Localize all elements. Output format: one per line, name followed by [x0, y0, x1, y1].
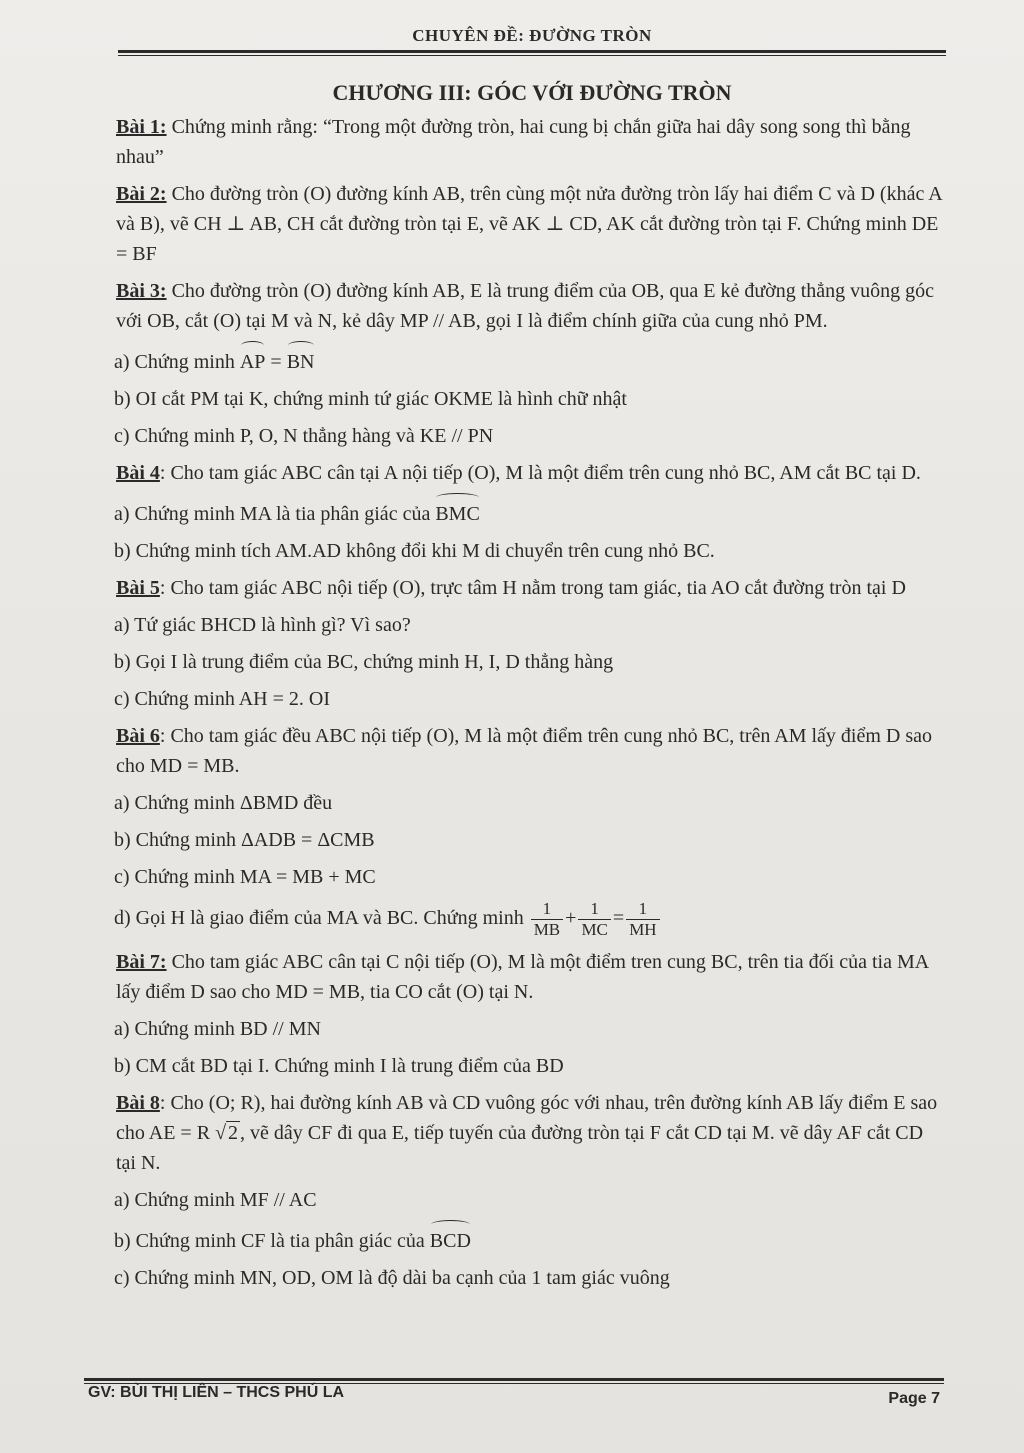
chapter-title: CHƯƠNG III: GÓC VỚI ĐƯỜNG TRÒN	[332, 80, 732, 105]
problem-8-part-a: a) Chứng minh MF // AC	[114, 1189, 317, 1211]
fraction-numerator: 1	[531, 899, 563, 920]
problem-text: Cho đường tròn (O) đường kính AB, E là trung điểm của OB, qua E kẻ đường thẳng vuông góc với OB, cắt (O) tại M và N, kẻ dây MP // AB, gọi I là điểm chính giữa của cung nhỏ PM.	[116, 280, 935, 332]
part-text: d) Gọi H là giao điểm của MA và BC. Chứng minh	[114, 907, 524, 930]
header-rule	[118, 50, 946, 56]
problem-text: : Cho tam giác ABC nội tiếp (O), trực tâm H nằm trong tam giác, tia AO cắt đường tròn tại D	[159, 577, 906, 599]
fraction-denominator: MC	[581, 920, 608, 939]
problem-3-part-c: c) Chứng minh P, O, N thẳng hàng và KE // PN	[114, 425, 494, 447]
problem-text: Cho đường tròn (O) đường kính AB, trên cùng một nửa đường tròn lấy hai điểm C và D (khác A và B), vẽ CH ⊥ AB, CH cắt đường tròn tại E, vẽ AK ⊥ CD, AK cắt đường tròn tại F. Chứng minh DE = BF	[116, 183, 942, 265]
problem-label: Bài 6	[116, 725, 160, 747]
problem-7	[116, 947, 942, 1007]
fraction	[578, 899, 610, 940]
equals-sign: =	[270, 351, 282, 373]
problem-7-part-a: a) Chứng minh BD // MN	[114, 1018, 321, 1040]
problem-label: Bài 4	[116, 462, 160, 484]
problem-7-part-b: b) CM cắt BD tại I. Chứng minh I là trung điểm của BD	[114, 1055, 564, 1077]
part-text: a) Chứng minh	[114, 351, 235, 373]
plus-sign: +	[565, 907, 577, 930]
sqrt-sign: √	[215, 1122, 227, 1144]
problem-text: , vẽ dây CF đi qua E, tiếp tuyến của đường tròn tại F cắt CD tại M. vẽ dây AF cắt CD tại N.	[116, 1122, 924, 1174]
problem-3-part-b: b) OI cắt PM tại K, chứng minh tứ giác OKME là hình chữ nhật	[114, 388, 627, 410]
problem-3	[116, 276, 942, 336]
problem-1	[116, 112, 942, 172]
fraction-numerator: 1	[626, 899, 659, 920]
equals-sign: =	[612, 907, 625, 930]
problem-label: Bài 1:	[116, 116, 167, 138]
problem-6	[116, 721, 942, 781]
document-header: CHUYÊN ĐỀ: ĐƯỜNG TRÒN	[412, 26, 652, 45]
page-number: Page 7	[888, 1390, 940, 1407]
problem-6-part-c: c) Chứng minh MA = MB + MC	[114, 866, 376, 888]
fraction-denominator: MH	[629, 920, 657, 939]
problem-8-part-c: c) Chứng minh MN, OD, OM là độ dài ba cạnh của 1 tam giác vuông	[114, 1267, 670, 1289]
part-text: b) Chứng minh CF là tia phân giác của	[114, 1230, 425, 1252]
part-text: a) Chứng minh MA là tia phân giác của	[114, 503, 431, 525]
sqrt-expression	[215, 1118, 240, 1148]
problem-6-part-b: b) Chứng minh ΔADB = ΔCMB	[114, 829, 375, 851]
problem-list	[108, 112, 942, 1300]
arc-notation: BN	[287, 343, 315, 377]
problem-4-part-a	[114, 495, 942, 529]
problem-4-part-b: b) Chứng minh tích AM.AD không đổi khi M di chuyển trên cung nhỏ BC.	[114, 540, 715, 562]
problem-5-part-a: a) Tứ giác BHCD là hình gì? Vì sao?	[114, 614, 411, 636]
problem-2	[116, 179, 942, 269]
problem-label: Bài 7:	[116, 951, 167, 973]
problem-8	[116, 1088, 942, 1178]
problem-text: : Cho tam giác ABC cân tại A nội tiếp (O), M là một điểm trên cung nhỏ BC, AM cắt BC tại D.	[159, 462, 921, 484]
fraction	[626, 899, 659, 940]
problem-5	[116, 573, 942, 603]
problem-text: : Cho tam giác đều ABC nội tiếp (O), M là một điểm trên cung nhỏ BC, trên AM lấy điểm D sao cho MD = MB.	[116, 725, 933, 777]
problem-label: Bài 8	[116, 1092, 160, 1114]
problem-5-part-b: b) Gọi I là trung điểm của BC, chứng minh H, I, D thẳng hàng	[114, 651, 614, 673]
problem-text: Chứng minh rằng: “Trong một đường tròn, hai cung bị chắn giữa hai dây song song thì bằng nhau”	[116, 116, 911, 168]
problem-4	[116, 458, 942, 488]
fraction-denominator: MB	[533, 920, 561, 939]
footer-author: GV: BÙI THỊ LIÊN – THCS PHÚ LA	[88, 1384, 345, 1401]
problem-6-part-a: a) Chứng minh ΔBMD đều	[114, 792, 333, 814]
sqrt-radicand: 2	[228, 1122, 239, 1144]
problem-8-part-b	[114, 1222, 942, 1256]
problem-5-part-c: c) Chứng minh AH = 2. OI	[114, 688, 330, 710]
problem-6-part-d	[114, 899, 942, 940]
arc-notation: BMC	[435, 495, 479, 529]
problem-3-part-a	[114, 343, 942, 377]
problem-text: Cho tam giác ABC cân tại C nội tiếp (O), M là một điểm tren cung BC, trên tia đối của tia MA lấy điểm D sao cho MD = MB, tia CO cắt (O) tại N.	[116, 951, 929, 1003]
fraction-numerator: 1	[578, 899, 610, 920]
arc-notation: BCD	[430, 1222, 471, 1256]
problem-text: : Cho (O; R), hai đường kính AB và CD vuông góc với nhau, trên đường kính AB lấy điểm E sao cho AE = R	[116, 1092, 938, 1144]
problem-label: Bài 3:	[116, 280, 167, 302]
problem-label: Bài 5	[116, 577, 160, 599]
fraction	[531, 899, 563, 940]
arc-notation: AP	[240, 343, 266, 377]
problem-label: Bài 2:	[116, 183, 167, 205]
